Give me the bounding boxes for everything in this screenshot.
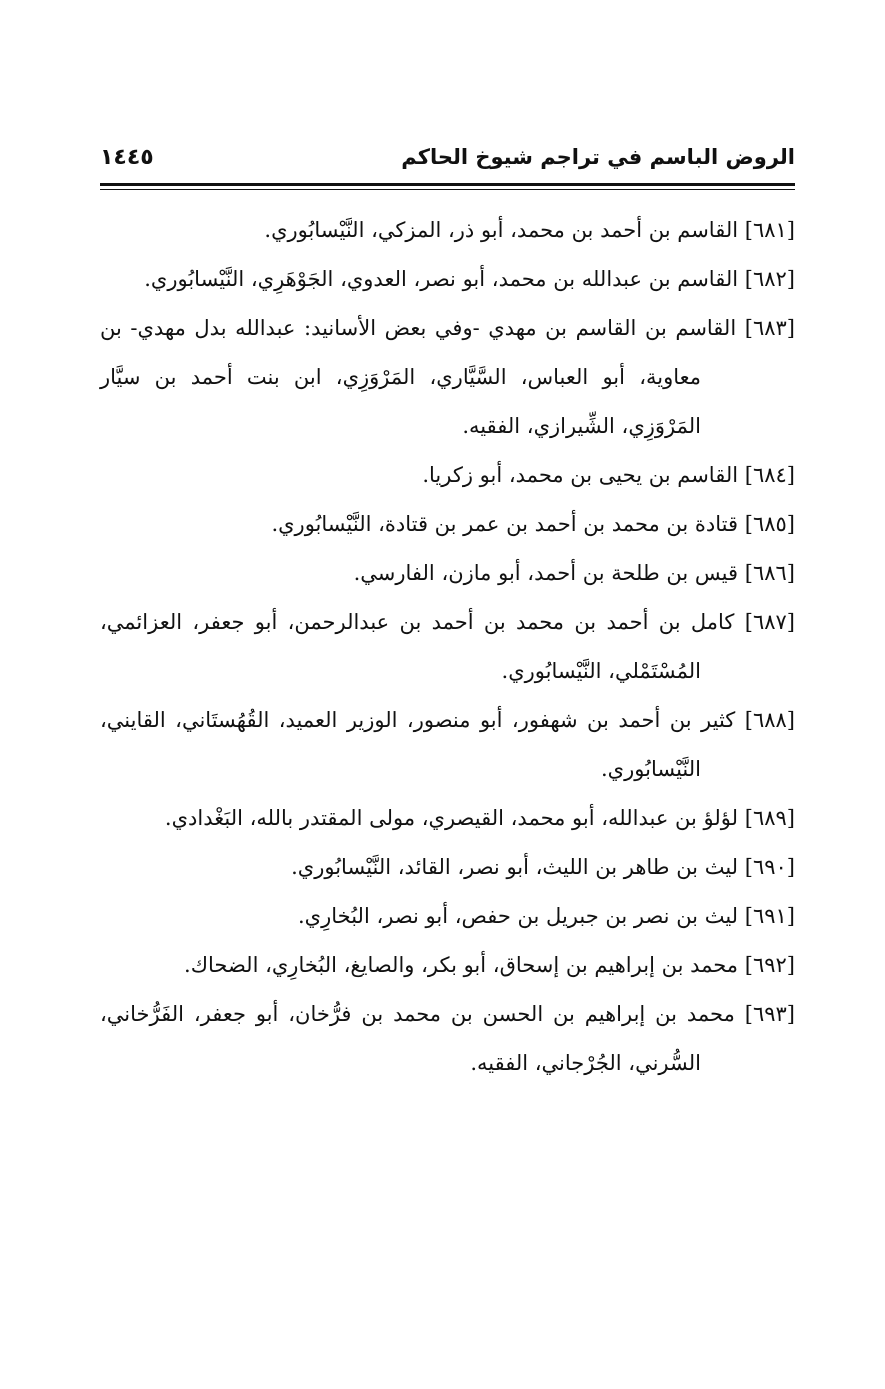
entry-text: كثير بن أحمد بن شهفور، أبو منصور، الوزير العميد، القُهُستَاني، القايني، النَّيْسابُوري. (100, 708, 736, 781)
entry (100, 451, 795, 500)
entry-number: [٦٩١] (744, 904, 795, 928)
entry-text: القاسم بن عبدالله بن محمد، أبو نصر، العدوي، الجَوْهَرِي، النَّيْسابُوري. (144, 267, 739, 291)
entry-number: [٦٨٦] (744, 561, 795, 585)
entry-number: [٦٨٣] (744, 316, 795, 340)
entry-number: [٦٩٢] (744, 953, 795, 977)
entry (100, 598, 795, 696)
entry-number: [٦٨٤] (744, 463, 795, 487)
entry-text: محمد بن إبراهيم بن الحسن بن محمد بن فرُّخان، أبو جعفر، الفَرُّخاني، السُّرني، الجُرْجاني، الفقيه. (100, 1002, 735, 1075)
page-number: ١٤٤٥ (100, 145, 154, 170)
entry (100, 549, 795, 598)
entry-text: ليث بن طاهر بن الليث، أبو نصر، القائد، النَّيْسابُوري. (291, 855, 739, 879)
entry (100, 892, 795, 941)
entry (100, 696, 795, 794)
book-title: الروض الباسم في تراجم شيوخ الحاكم (401, 145, 795, 169)
entry-text: لؤلؤ بن عبدالله، أبو محمد، القيصري، مولى المقتدر بالله، البَغْدادي. (164, 806, 739, 830)
running-header (100, 143, 795, 183)
header-rule-thick (100, 183, 795, 186)
entry-text: كامل بن أحمد بن محمد بن أحمد بن عبدالرحمن، أبو جعفر، العزائمي، المُسْتَمْلي، النَّيْسابُوري. (100, 610, 735, 683)
entry-number: [٦٨٨] (744, 708, 795, 732)
entry-number: [٦٨٧] (744, 610, 795, 634)
entry-number: [٦٨٥] (744, 512, 795, 536)
entry-number: [٦٨٢] (744, 267, 795, 291)
entry-number: [٦٨٩] (744, 806, 795, 830)
entry-list (100, 206, 795, 1088)
entry-text: القاسم بن القاسم بن مهدي -وفي بعض الأسانيد: عبدالله بدل مهدي- بن معاوية، أبو العباس، السَّيَّاري، المَرْوَزِي، ابن بنت أحمد بن سيَّار المَرْوَزِي، الشِّيرازي، الفقيه. (100, 316, 737, 438)
entry (100, 794, 795, 843)
entry (100, 990, 795, 1088)
entry-text: قتادة بن محمد بن أحمد بن عمر بن قتادة، النَّيْسابُوري. (271, 512, 739, 536)
entry-number: [٦٩٣] (744, 1002, 795, 1026)
entry (100, 843, 795, 892)
entry-number: [٦٩٠] (744, 855, 795, 879)
entry-text: القاسم بن يحيى بن محمد، أبو زكريا. (422, 463, 739, 487)
entry (100, 500, 795, 549)
entry-text: قيس بن طلحة بن أحمد، أبو مازن، الفارسي. (353, 561, 739, 585)
entry-text: ليث بن نصر بن جبريل بن حفص، أبو نصر، البُخارِي. (298, 904, 739, 928)
entry (100, 206, 795, 255)
entry (100, 255, 795, 304)
entry (100, 304, 795, 451)
entry-text: محمد بن إبراهيم بن إسحاق، أبو بكر، والصايغ، البُخارِي، الضحاك. (184, 953, 739, 977)
header-rule-thin (100, 189, 795, 190)
entry-text: القاسم بن أحمد بن محمد، أبو ذر، المزكي، النَّيْسابُوري. (264, 218, 739, 242)
entry-number: [٦٨١] (744, 218, 795, 242)
entry (100, 941, 795, 990)
